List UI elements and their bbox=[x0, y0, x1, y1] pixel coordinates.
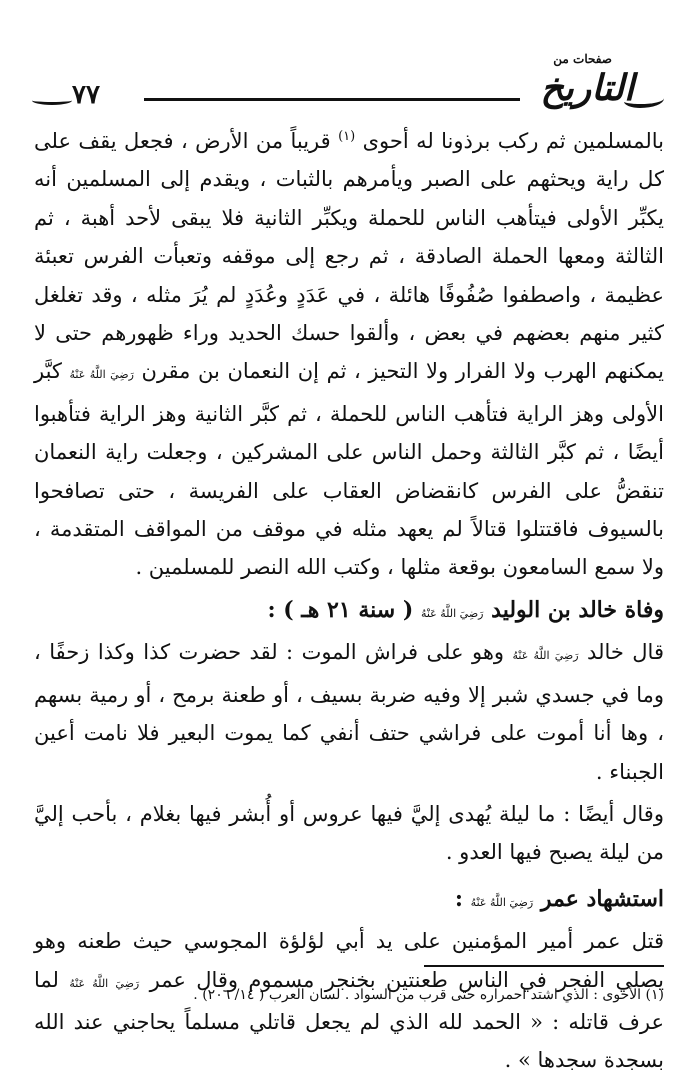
paragraph-text: وقال أيضًا : ما ليلة يُهدى إليَّ فيها عروس أو أُبشر فيها بغلام ، بأحب إليَّ من ليلة يصبح فيها العدو . bbox=[34, 801, 664, 865]
section-heading-khalid bbox=[34, 591, 664, 633]
heading-colon: : bbox=[454, 885, 463, 912]
heading-year: ( سنة ٢١ هـ ) : bbox=[267, 596, 414, 623]
paragraph-text: كبَّر الأولى وهز الراية فتأهب الناس للحملة ، ثم كبَّر الثانية وهز الراية فتأهبوا أيضًا ، ثم كبَّر الثالثة وحمل الناس على المشركين ، وجعلت راية النعمان تنقضُّ على الفرس كانقضاض العقاب على الفريسة ، حتى تصافحوا بالسيوف فاقتتلوا قتالاً لم يعهد مثله في موقف من المواقف المتقدمة ، ولا سمع السامعون بوقعة مثلها ، وكتب الله النصر للمسلمين . bbox=[34, 359, 664, 580]
book-logo bbox=[514, 52, 664, 112]
honorific-glyph: رَضِيَ اللَّهُ عَنْهُ bbox=[69, 976, 140, 990]
paragraph-text: قريباً من الأرض ، فجعل يقف على كل راية ويحثهم على الصبر ويأمرهم بالثبات ، ويقدم إلى المسلمين أنه يكبِّر الأولى فيتأهب الناس للحملة ويكبِّر الثانية فلا يبقى لأحد أهبة ، ثم الثالثة ومعها الحملة الصادقة ، ثم رجع إلى موقفه وتعبأت الفرس تعبئة عظيمة ، واصطفوا صُفُوفًا هائلة ، في عَدَدٍ وعُدَدٍ لم يُرَ مثله ، وقد تغلغل كثير منهم بعضهم في بعض ، وألقوا حسك الحديد وراء ظهورهم حتى لا يمكنهم الهرب ولا الفرار ولا التحيز ، ثم إن النعمان بن مقرن bbox=[34, 129, 664, 384]
footnote-rule bbox=[424, 965, 664, 967]
header-rule bbox=[144, 98, 520, 101]
logo-small-text: صفحات من bbox=[553, 52, 612, 66]
header-ornament-left bbox=[32, 96, 72, 105]
heading-text: استشهاد عمر bbox=[540, 885, 664, 912]
paragraph-khalid bbox=[34, 633, 664, 791]
logo-swash bbox=[624, 92, 664, 108]
paragraph-text: وهو على فراش الموت : لقد حضرت كذا وكذا زحفًا ، وما في جسدي شبر إلا وفيه ضربة بسيف ، أو طعنة برمح ، أو رمية بسهم ، وها أنا أموت على فراشي حتف أنفي كما يموت البعير فلا نامت أعين الجبناء . bbox=[34, 640, 664, 784]
paragraph-text: قال خالد bbox=[587, 640, 664, 665]
paragraph-khalid-quote bbox=[34, 795, 664, 872]
paragraph-battle bbox=[34, 118, 664, 587]
footnote-ref[interactable]: (١) bbox=[338, 129, 356, 144]
logo-main-text: التاريخ bbox=[540, 67, 634, 109]
paragraph-text: لما عرف قاتله : « الحمد لله الذي لم يجعل قاتلي مسلماً يحاجني عند الله بسجدة سجدها » . bbox=[34, 967, 664, 1073]
honorific-glyph: رَضِيَ اللَّهُ عَنْهُ bbox=[512, 649, 579, 663]
honorific-glyph: رَضِيَ اللَّهُ عَنْهُ bbox=[420, 606, 484, 620]
page-header bbox=[32, 52, 664, 114]
footnote: (١) الأحوى : الذي اشتد احمراره حتى قرب من السواد . لسان العرب ( ١٤/ ٢٠٦) . bbox=[193, 987, 664, 1003]
section-heading-umar bbox=[34, 880, 664, 922]
heading-text: وفاة خالد بن الوليد bbox=[491, 596, 664, 623]
honorific-glyph: رَضِيَ اللَّهُ عَنْهُ bbox=[470, 895, 534, 909]
page-body bbox=[34, 118, 664, 1080]
page-number: ٧٧ bbox=[72, 80, 100, 110]
paragraph-text: بالمسلمين ثم ركب برذونا له أحوى bbox=[362, 129, 664, 153]
honorific-glyph: رَضِيَ اللَّهُ عَنْهُ bbox=[69, 368, 134, 382]
paragraph-text: قتل عمر أمير المؤمنين على يد أبي لؤلؤة المجوسي حيث طعنه وهو يصلي الفجر في الناس طعنتين بخنجر مسموم وقال عمر bbox=[34, 929, 664, 992]
